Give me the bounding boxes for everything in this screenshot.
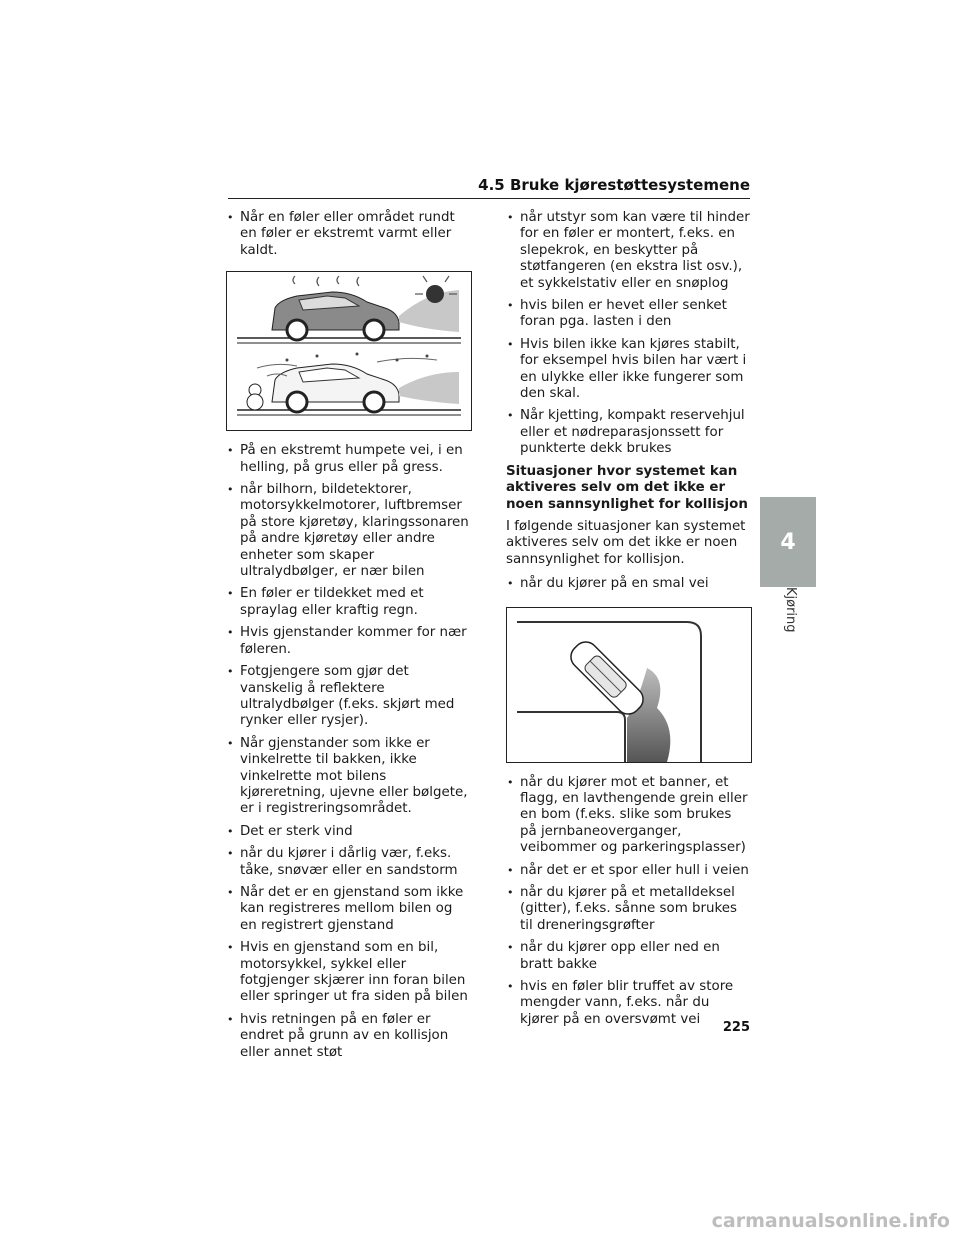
list-item: • når du kjører på et metalldeksel (gitter), f.eks. sånne som brukes til dreneringsgrøfter [506,885,752,934]
list-item: • Når gjenstander som ikke er vinkelrette til bakken, ikke vinkelrette mot bilens kjøreretning, ujevne eller bølgete, er i registreringsområdet. [226,736,472,818]
list-item: • Det er sterk vind [226,824,472,840]
narrow-road-figure [507,608,751,762]
right-column [506,210,752,1034]
list-item: • når bilhorn, bildetektorer, motorsykkelmotorer, luftbremser på store kjøretøy, klaringssonaren på andre kjøretøy eller andre enheter som skaper ultralydbølger, er nær bilen [226,482,472,580]
header-rule [228,198,750,199]
narrow-road-illustration [506,607,752,763]
right-mid-list [506,576,752,592]
chapter-tab [760,497,816,587]
chapter-number: 4 [780,529,796,555]
list-item: • Hvis bilen ikke kan kjøres stabilt, for eksempel hvis bilen har vært i en ulykke eller ikke fungerer som den skal. [506,337,752,403]
list-item: • På en ekstremt humpete vei, i en helling, på grus eller på gress. [226,443,472,476]
list-item: • når du kjører på en smal vei [506,576,752,592]
list-item: • når du kjører opp eller ned en bratt bakke [506,940,752,973]
subheading: Situasjoner hvor systemet kan aktiveres selv om det ikke er noen sannsynlighet for kollisjon [506,463,748,512]
list-item: • hvis retningen på en føler er endret på grunn av en kollisjon eller annet støt [226,1012,472,1061]
list-item: • Fotgjengere som gjør det vanskelig å reflektere ultralydbølger (f.eks. skjørt med rynker eller rysjer). [226,664,472,730]
chapter-tab-label [760,587,816,647]
list-item: • når utstyr som kan være til hinder for en føler er montert, f.eks. en slepekrok, en beskytter på støtfangeren (en ekstra list osv.), et sykkelstativ eller en snøplog [506,210,752,292]
list-item: • En føler er tildekket med et spraylag eller kraftig regn. [226,586,472,619]
list-item: • hvis bilen er hevet eller senket foran pga. lasten i den [506,298,752,331]
hot-cold-car-figure [227,272,471,430]
right-bottom-list [506,775,752,1029]
list-item: • når du kjører i dårlig vær, f.eks. tåke, snøvær eller en sandstorm [226,846,472,879]
list-item: • Hvis en gjenstand som en bil, motorsykkel, sykkel eller fotgjenger skjærer inn foran bilen eller springer ut fra siden på bilen [226,940,472,1006]
watermark: carmanualsonline.info [711,1210,950,1232]
left-list [226,443,472,1061]
left-column [226,210,472,1067]
list-item: • Hvis gjenstander kommer for nær føleren. [226,625,472,658]
weather-illustration [226,271,472,431]
list-item: • Når en føler eller området rundt en føler er ekstremt varmt eller kaldt. [226,210,472,259]
list-item: • Når det er en gjenstand som ikke kan registreres mellom bilen og en registrert gjenstand [226,885,472,934]
right-top-list [506,210,752,458]
list-item: • Når kjetting, kompakt reservehjul eller et nødreparasjonssett for punkterte dekk brukes [506,408,752,457]
list-item: • når du kjører mot et banner, et flagg, en lavthengende grein eller en bom (f.eks. slike som brukes på jernbaneoverganger, veibommer og parkeringsplasser) [506,775,752,857]
section-title: 4.5 Bruke kjørestøttesystemene [478,176,750,194]
chapter-label: Kjøring [783,587,798,633]
list-item: • når det er et spor eller hull i veien [506,863,752,879]
list-item: • hvis en føler blir truffet av store mengder vann, f.eks. når du kjører på en oversvømt vei [506,979,752,1028]
paragraph: I følgende situasjoner kan systemet aktiveres selv om det ikke er noen sannsynlighet for kollisjon. [506,518,746,567]
page-number: 225 [722,1020,750,1035]
left-intro-list [226,210,472,259]
